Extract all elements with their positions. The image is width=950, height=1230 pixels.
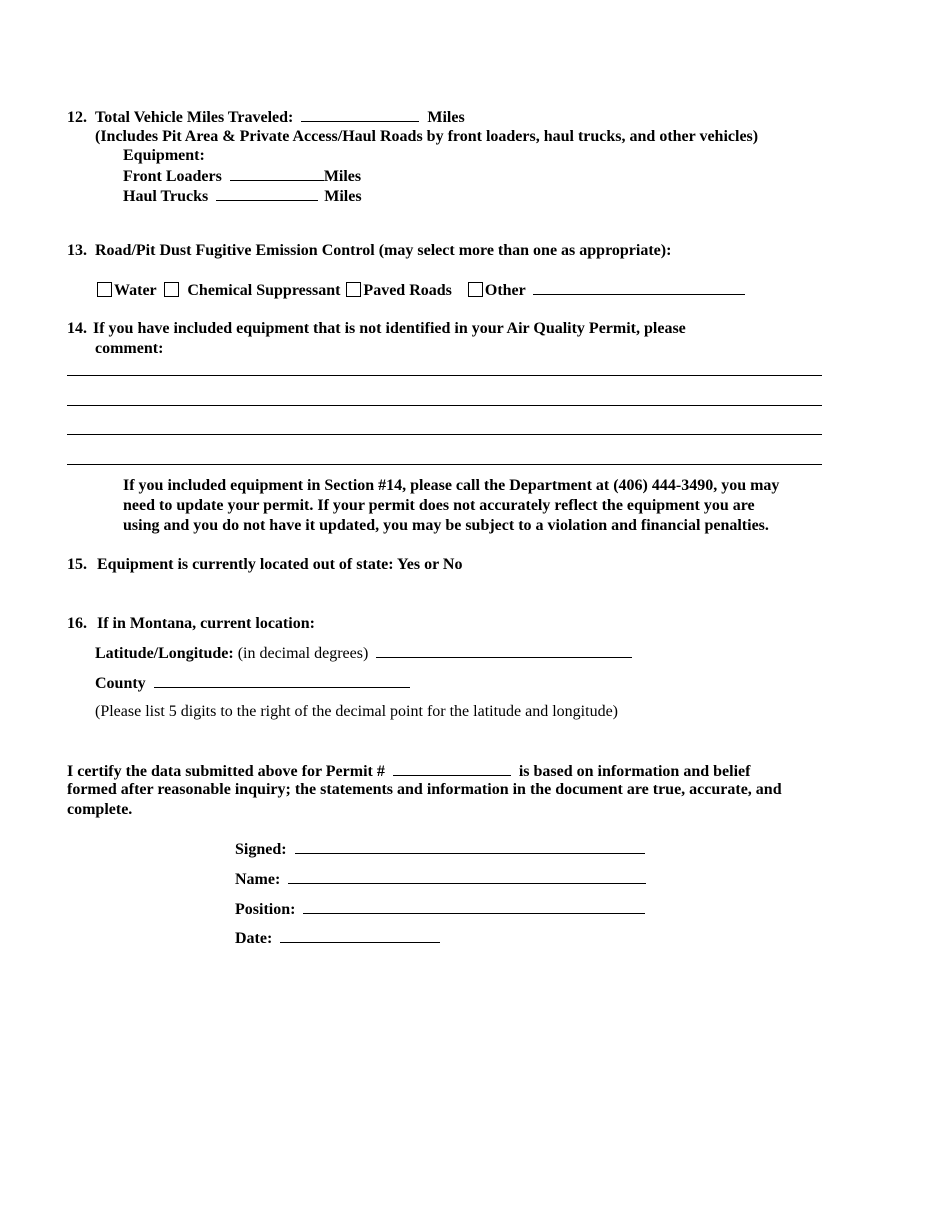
q14-row: [67, 319, 686, 338]
other-field[interactable]: [533, 280, 745, 295]
date-field[interactable]: [280, 928, 440, 943]
latlong-field[interactable]: [376, 643, 632, 658]
county-row: [95, 673, 410, 693]
permit-number-field[interactable]: [393, 761, 511, 776]
comment-line-2[interactable]: [67, 405, 822, 406]
equipment-heading: Equipment:: [123, 147, 205, 164]
q14-label-line1: If you have included equipment that is not identified in your Air Quality Permit, please: [93, 320, 686, 337]
county-field[interactable]: [154, 673, 410, 688]
certify-line-1: [67, 761, 750, 781]
position-row: [235, 899, 645, 919]
q14-number: 14.: [67, 320, 87, 337]
q16-label: If in Montana, current location:: [97, 615, 315, 632]
other-label: Other: [484, 282, 526, 299]
certify-line1-start: I certify the data submitted above for Permit #: [67, 763, 385, 780]
name-row: [235, 869, 646, 889]
q12-note: (Includes Pit Area & Private Access/Haul Roads by front loaders, haul trucks, and other vehicles): [95, 128, 759, 145]
q16-row: [67, 614, 315, 633]
q14-label-line2: comment:: [95, 340, 164, 357]
front-loaders-label: Front Loaders: [123, 168, 222, 185]
q15-number: 15.: [67, 556, 87, 573]
notice-line-3: using and you do not have it updated, you may be subject to a violation and financial penalties.: [123, 517, 769, 534]
latlong-row: [95, 643, 632, 663]
date-row: [235, 928, 440, 948]
county-label: County: [95, 675, 146, 692]
certify-line-3: complete.: [67, 801, 133, 818]
comment-line-4[interactable]: [67, 464, 822, 465]
water-checkbox[interactable]: [97, 282, 112, 297]
front-loaders-unit: Miles: [323, 168, 362, 185]
certify-line1-end: is based on information and belief: [518, 763, 751, 780]
q13-label: Road/Pit Dust Fugitive Emission Control (may select more than one as appropriate):: [95, 242, 672, 259]
position-label: Position:: [235, 901, 296, 918]
name-field[interactable]: [288, 869, 646, 884]
signed-field[interactable]: [295, 839, 645, 854]
certify-line-2: formed after reasonable inquiry; the statements and information in the document are true, accurate, and: [67, 781, 782, 798]
notice-line-1: If you included equipment in Section #14, please call the Department at (406) 444-3490, you may: [123, 477, 780, 494]
q12-unit: Miles: [427, 109, 465, 126]
water-label: Water: [114, 282, 157, 299]
q12-row: [67, 107, 465, 127]
q12-label: Total Vehicle Miles Traveled:: [95, 109, 294, 126]
chemical-suppressant-checkbox[interactable]: [164, 282, 179, 297]
haul-trucks-label: Haul Trucks: [123, 188, 209, 205]
haul-trucks-row: [123, 186, 362, 206]
q15-label[interactable]: Equipment is currently located out of state: Yes or No: [97, 556, 463, 573]
paved-roads-label: Paved Roads: [363, 282, 452, 299]
q12-number: 12.: [67, 109, 87, 126]
haul-trucks-miles-field[interactable]: [216, 186, 318, 201]
q13-options: [97, 280, 745, 300]
notice-line-2: need to update your permit. If your permit does not accurately reflect the equipment you are: [123, 497, 755, 514]
name-label: Name:: [235, 871, 281, 888]
comment-line-3[interactable]: [67, 434, 822, 435]
latlong-label: Latitude/Longitude:: [95, 645, 234, 662]
front-loaders-row: [123, 166, 361, 186]
date-label: Date:: [235, 930, 273, 947]
q16-number: 16.: [67, 615, 87, 632]
signed-row: [235, 839, 645, 859]
total-miles-field[interactable]: [301, 107, 419, 122]
q13-number: 13.: [67, 242, 87, 259]
front-loaders-miles-field[interactable]: [230, 166, 324, 181]
haul-trucks-unit: Miles: [324, 188, 362, 205]
signed-label: Signed:: [235, 841, 287, 858]
position-field[interactable]: [303, 899, 645, 914]
q15-row: [67, 555, 462, 574]
other-checkbox[interactable]: [468, 282, 483, 297]
paved-roads-checkbox[interactable]: [346, 282, 361, 297]
q13-row: [67, 241, 671, 260]
q16-note: (Please list 5 digits to the right of the decimal point for the latitude and longitude): [95, 703, 618, 720]
chemical-suppressant-label: Chemical Suppressant: [187, 282, 341, 299]
comment-line-1[interactable]: [67, 375, 822, 376]
latlong-hint: (in decimal degrees): [237, 645, 369, 662]
